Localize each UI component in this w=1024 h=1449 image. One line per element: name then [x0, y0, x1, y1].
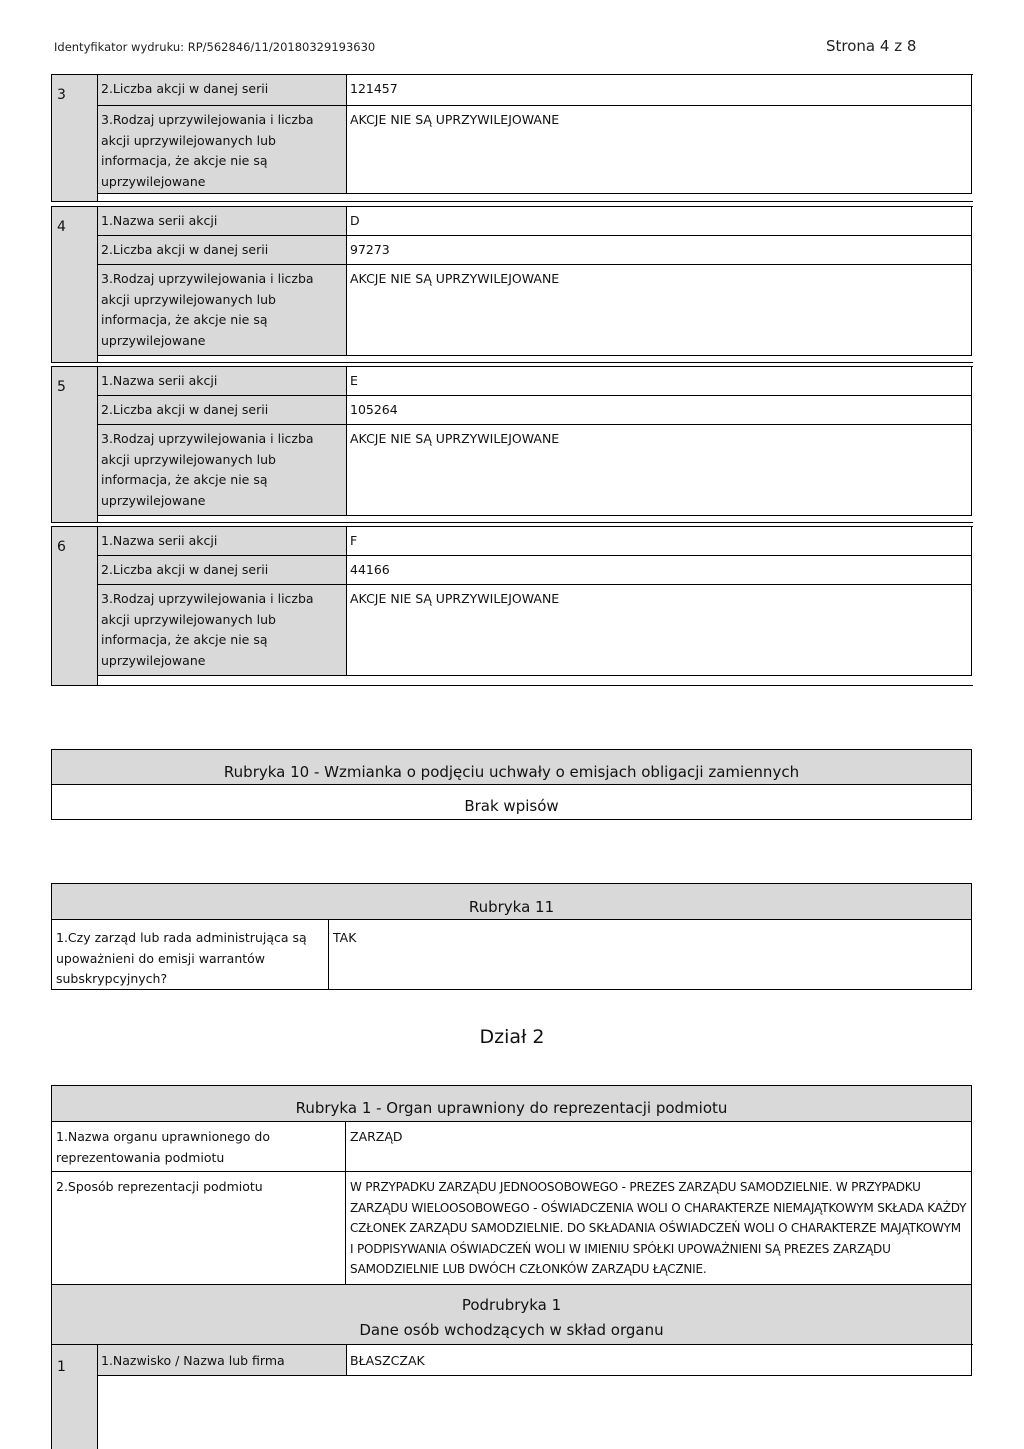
- field-value: TAK: [333, 930, 357, 945]
- field-value: W PRZYPADKU ZARZĄDU JEDNOOSOBOWEGO - PREZES ZARZĄDU SAMODZIELNIE. W PRZYPADKU ZARZĄDU WIELOOSOBOWEGO - OŚWIADCZENIA WOLI O CHARAKTERZE NIEMAJĄTKOWYM SKŁADA KAŻDY CZŁONEK ZARZĄDU SAMODZIELNIE. DO SKŁADANIA OŚWIADCZEŃ WOLI O CHARAKTERZE MAJĄTKOWYM I PODPISYWANIA OŚWIADCZEŃ WOLI W IMIENIU SPÓŁKI UPOWAŻNIENI SĄ PREZES ZARZĄDU SAMODZIELNIE LUB DWÓCH CZŁONKÓW ZARZĄDU ŁĄCZNIE.: [350, 1180, 967, 1276]
- section-heading: Dział 2: [479, 1026, 545, 1048]
- person-row: [98, 1345, 972, 1376]
- series-number: 3: [52, 75, 98, 201]
- no-entries-text: Brak wpisów: [464, 797, 559, 815]
- series-row: [98, 235, 972, 265]
- row-value: AKCJE NIE SĄ UPRZYWILEJOWANE: [350, 271, 560, 286]
- field-row: [52, 1122, 971, 1171]
- series-block-3: [51, 74, 973, 202]
- rubryka-11: [51, 883, 972, 990]
- field-row: [52, 1171, 971, 1284]
- row-value: E: [350, 373, 358, 388]
- row-label: 3.Rodzaj uprzywilejowania i liczba akcji uprzywilejowanych lub informacja, że akcje nie są uprzywilejowane: [98, 425, 347, 515]
- row-value: F: [350, 533, 358, 548]
- podrubryka-title: Podrubryka 1: [461, 1296, 562, 1314]
- series-row: [98, 367, 972, 396]
- series-row: [98, 555, 972, 585]
- series-row: [98, 395, 972, 425]
- row-value: 97273: [350, 242, 390, 257]
- section-title: Rubryka 10 - Wzmianka o podjęciu uchwały o emisjach obligacji zamiennych: [52, 750, 971, 785]
- row-value: 105264: [350, 402, 398, 417]
- row-label: 2.Liczba akcji w danej serii: [98, 236, 347, 264]
- row-value: AKCJE NIE SĄ UPRZYWILEJOWANE: [350, 112, 560, 127]
- field-value: ZARZĄD: [350, 1129, 403, 1144]
- row-label: 2.Liczba akcji w danej serii: [98, 396, 347, 424]
- series-row: [98, 207, 972, 236]
- row-label: 1.Nazwa serii akcji: [98, 527, 347, 555]
- series-number: 5: [52, 367, 98, 522]
- row-value: AKCJE NIE SĄ UPRZYWILEJOWANE: [350, 591, 560, 606]
- field-label: 2.Sposób reprezentacji podmiotu: [52, 1172, 346, 1284]
- print-identifier: Identyfikator wydruku: RP/562846/11/20180329193630: [54, 40, 376, 54]
- podrubryka-subtitle: Dane osób wchodzących w skład organu: [359, 1321, 664, 1339]
- series-row: [98, 75, 972, 106]
- row-label: 3.Rodzaj uprzywilejowania i liczba akcji uprzywilejowanych lub informacja, że akcje nie są uprzywilejowane: [98, 585, 347, 675]
- row-label: 3.Rodzaj uprzywilejowania i liczba akcji uprzywilejowanych lub informacja, że akcje nie są uprzywilejowane: [98, 265, 347, 355]
- series-row: [98, 584, 972, 676]
- podrubryka-header: [52, 1284, 971, 1345]
- person-number: 1: [52, 1345, 98, 1449]
- person-block-1: [51, 1344, 973, 1449]
- series-row: [98, 424, 972, 516]
- page-number: Strona 4 z 8: [826, 37, 917, 55]
- section-title: Rubryka 11: [52, 884, 971, 920]
- series-row: [98, 264, 972, 356]
- series-block-5: [51, 366, 973, 523]
- section-title: Rubryka 1 - Organ uprawniony do reprezentacji podmiotu: [52, 1086, 971, 1122]
- rubryka-10: [51, 749, 972, 820]
- row-label: 1.Nazwa serii akcji: [98, 367, 347, 395]
- row-value: 121457: [350, 81, 398, 96]
- row-label: 1.Nazwisko / Nazwa lub firma: [98, 1345, 347, 1375]
- row-value: D: [350, 213, 360, 228]
- series-row: [98, 527, 972, 556]
- series-block-6: [51, 526, 973, 686]
- row-label: 1.Nazwa serii akcji: [98, 207, 347, 235]
- field-row: [52, 920, 971, 989]
- series-number: 6: [52, 527, 98, 685]
- series-block-4: [51, 206, 973, 363]
- series-number: 4: [52, 207, 98, 362]
- row-label: 2.Liczba akcji w danej serii: [98, 556, 347, 584]
- field-label: 1.Czy zarząd lub rada administrująca są upoważnieni do emisji warrantów subskrypcyjnych?: [52, 920, 329, 989]
- row-label: 3.Rodzaj uprzywilejowania i liczba akcji uprzywilejowanych lub informacja, że akcje nie są uprzywilejowane: [98, 106, 347, 193]
- dzial2-rubryka-1: [51, 1085, 972, 1375]
- field-label: 1.Nazwa organu uprawnionego do reprezentowania podmiotu: [52, 1122, 346, 1171]
- row-value: AKCJE NIE SĄ UPRZYWILEJOWANE: [350, 431, 560, 446]
- series-row: [98, 105, 972, 194]
- row-value: 44166: [350, 562, 390, 577]
- row-value: BŁASZCZAK: [350, 1353, 425, 1368]
- row-label: 2.Liczba akcji w danej serii: [98, 75, 347, 105]
